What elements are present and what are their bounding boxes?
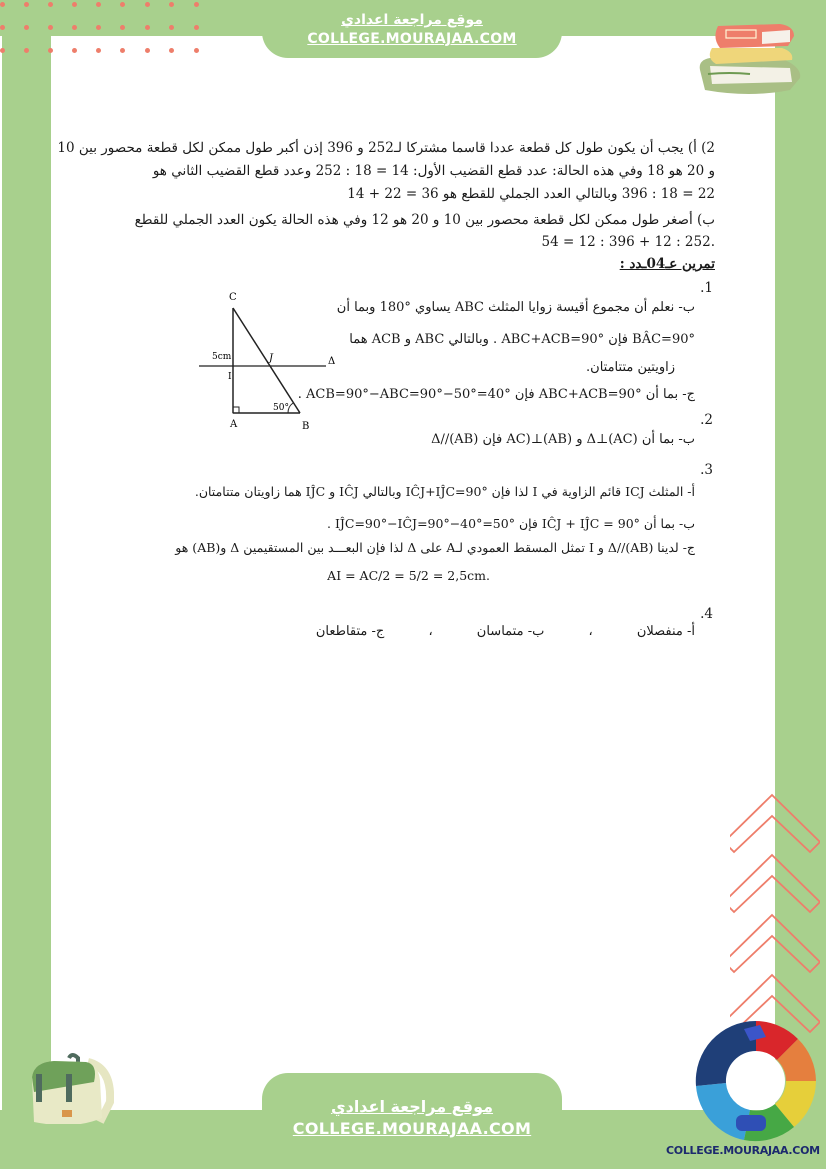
q4-number: 4. [700,606,713,622]
part2-b-line2: .252 : 12 + 396 : 12 = 54 [541,234,715,250]
q2-b-line: ب- بما أن (Δ⊥(AC و (AB)⊥(AC فإن (Δ//(AB [431,432,695,447]
q3-b-line: ب- بما أن °IĈJ + IĴC = 90 فإن °IĴC=90°−IĈJ=90°−40°=50 . [326,516,695,531]
svg-text:Δ: Δ [328,356,336,367]
svg-text:I: I [228,372,232,382]
svg-text:J: J [269,353,274,364]
site-url-link[interactable]: COLLEGE.MOURAJAA.COM [307,31,517,47]
q2-number: 2. [700,412,713,428]
chevron-up-icons [730,790,820,1035]
q4-option-c: ج- متقاطعان [315,624,385,639]
svg-text:5cm: 5cm [212,352,232,362]
logo-text[interactable]: COLLEGE.MOURAJAA.COM [666,1144,820,1157]
footer-site-name-arabic[interactable]: موقع مراجعة اعدادي [330,1097,494,1116]
part2-a-line3: 22 = 18 : 396 وبالتالي العدد الجملي للقطع هو 36 = 22 + 14 [347,186,715,202]
svg-text:C: C [229,292,237,303]
q3-c-line1: ج- لدينا (Δ//(AB و I تمثل المسقط العمودي لـA على Δ لذا فإن البعـــد بين المستقيمين Δ و(AB) هو [175,540,695,555]
footer-banner[interactable] [262,1073,562,1169]
part2-a-line2: و 20 هو 18 وفي هذه الحالة: عدد قطع القضيب الأول: 14 = 18 : 252 وعدد قطع القضيب الثاني هو [152,163,715,179]
q3-a-line: أ- المثلث ICJ قائم الزاوية في I لذا فإن °IĈJ+IĴC=90 وبالتالي IĈJ و IĴC هما زاويتان متتامتان. [194,484,695,499]
header-banner[interactable] [262,0,562,58]
decorative-dots [0,0,210,60]
triangle-figure [196,283,346,433]
q1-c-line: ج- بما أن °ABC+ACB=90 فإن °ACB=90°−ABC=90°−50°=40 . [297,387,695,402]
q3-c-line2: .AI = AC/2 = 5/2 = 2,5cm [327,568,490,583]
q1-b-line2: °BÂC=90 فإن °ABC+ACB=90 . وبالتالي ABC و ACB هما [349,332,695,347]
q4-option-a: أ- منفصلان [636,624,695,639]
svg-text:B: B [302,421,310,432]
frame-left-band [2,0,51,1169]
q3-number: 3. [700,462,713,478]
site-name-arabic[interactable]: موقع مراجعة اعدادي [341,12,483,28]
exercise-title: تمرين عـ04ـدد : [619,256,715,272]
q4-option-b: ب- متماسان [476,624,545,639]
svg-text:A: A [230,419,238,430]
backpack-icon [14,1052,114,1124]
q1-b-line1: ب- نعلم أن مجموع أقيسة زوايا المثلث ABC يساوي °180 وبما أن [336,300,695,315]
svg-text:50°: 50° [273,403,289,413]
part2-a-line1: 2) أ) يجب أن يكون طول كل قطعة عددا قاسما مشتركا لـ252 و 396 إذن أكبر طول ممكن لكل قطعة محصور بين 10 [57,140,715,156]
part2-b-line1: ب) أصغر طول ممكن لكل قطعة محصور بين 10 و 20 هو 12 وفي هذه الحالة يكون العدد الجملي للقطع [134,212,715,228]
site-logo-icon[interactable] [695,1020,817,1142]
books-stack-icon [690,8,805,98]
footer-site-url-link[interactable]: COLLEGE.MOURAJAA.COM [292,1119,532,1138]
q4-options: أ- منفصلان ، ب- متماسان ، ج- متقاطعان [315,624,695,639]
q1-b-line3: زاويتين متتامتان. [586,360,675,375]
q1-number: 1. [700,280,713,296]
